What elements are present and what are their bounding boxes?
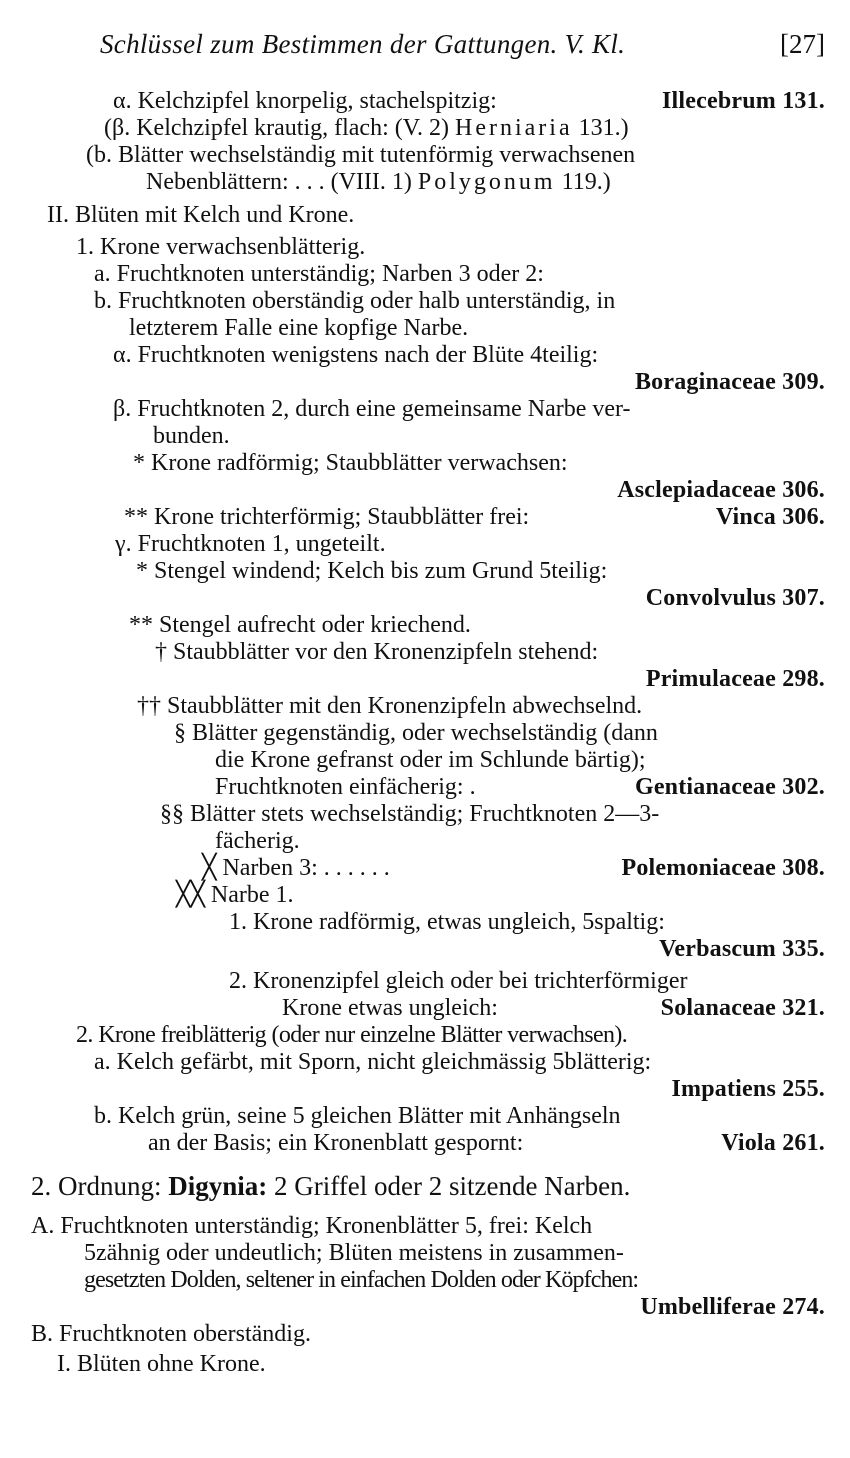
key-line [0,529,850,559]
genus-reference: Umbelliferae 274. [640,1294,825,1320]
key-text: a. Kelch gefärbt, mit Sporn, nicht gleichmässig 5blätterig: [94,1049,652,1075]
key-line [0,1101,850,1131]
key-text: fächerig. [215,828,300,854]
key-text: letzterem Falle eine kopfige Narbe. [129,315,469,341]
key-line [0,799,850,829]
key-line [0,718,850,748]
key-text: Krone etwas ungleich: [282,995,498,1021]
key-line [0,1074,850,1104]
key-line [0,200,850,230]
key-line [0,340,850,370]
key-line [0,1047,850,1077]
key-line [0,637,850,667]
genus-reference: Primulaceae 298. [645,666,825,692]
key-text: † Staubblätter vor den Kronenzipfeln stehend: [155,639,599,665]
key-text: § Blätter gegenständig, oder wechselständig (dann [174,720,658,746]
genus-reference: Verbascum 335. [659,936,825,962]
key-text: (β. Kelchzipfel krautig, flach: (V. 2) Herniaria 131.) [104,115,629,141]
key-text: ** Stengel aufrecht oder kriechend. [129,612,471,638]
genus-reference: Solanaceae 321. [660,995,825,1021]
key-text: ╳ Narben 3: . . . . . . [202,855,390,881]
key-line [0,286,850,316]
key-text: die Krone gefranst oder im Schlunde bärtig); [215,747,646,773]
key-line [0,1265,850,1295]
order-name: Digynia: [168,1171,268,1201]
order-heading [0,1169,850,1203]
key-text: 1. Krone verwachsenblätterig. [76,234,366,260]
genus-number: 119.) [561,169,611,195]
key-line [0,772,850,802]
key-line [0,167,850,197]
genus-number: 131.) [578,115,629,141]
key-text: §§ Blätter stets wechselständig; Fruchtknoten 2—3- [160,801,660,827]
key-text: an der Basis; ein Kronenblatt gespornt: [148,1130,524,1156]
key-line [0,502,850,532]
genus-reference: Illecebrum 131. [662,88,825,114]
key-line [0,86,850,116]
key-line [0,140,850,170]
genus-reference: Gentianaceae 302. [634,774,825,800]
genus-reference: Viola 261. [721,1130,825,1156]
key-line [0,1238,850,1268]
key-text: β. Fruchtknoten 2, durch eine gemeinsame Narbe ver- [113,396,631,422]
key-text: Nebenblättern: . . . (VIII. 1) Polygonum 119.) [146,169,611,195]
key-text: †† Staubblätter mit den Kronenzipfeln abwechselnd. [137,693,643,719]
genus-reference: Impatiens 255. [671,1076,825,1102]
genus-reference: Convolvulus 307. [645,585,825,611]
key-text: b. Kelch grün, seine 5 gleichen Blätter mit Anhängseln [94,1103,621,1129]
key-line [0,664,850,694]
page-header [100,24,825,64]
key-line [0,583,850,613]
key-text: A. Fruchtknoten unterständig; Kronenblätter 5, frei: Kelch [31,1213,593,1239]
genus-reference: Boraginaceae 309. [634,369,825,395]
key-text: * Stengel windend; Kelch bis zum Grund 5teilig: [136,558,608,584]
genus-name: Herniaria [454,115,573,141]
key-text: II. Blüten mit Kelch und Krone. [47,202,355,228]
key-text: α. Kelchzipfel knorpelig, stachelspitzig: [113,88,497,114]
key-line [0,1292,850,1322]
key-text: ╳╳ Narbe 1. [176,882,294,908]
key-line [0,394,850,424]
key-line [0,966,850,996]
key-line [0,232,850,262]
key-text: a. Fruchtknoten unterständig; Narben 3 oder 2: [94,261,544,287]
key-text: 1. Krone radförmig, etwas ungleich, 5spaltig: [229,909,665,935]
key-text: Fruchtknoten einfächerig: . [215,774,476,800]
key-text: gesetzten Dolden, seltener in einfachen Dolden oder Köpfchen: [84,1267,639,1293]
key-line [0,367,850,397]
genus-name: Polygonum [417,169,556,195]
key-line [0,826,850,856]
key-line [0,934,850,964]
key-text: γ. Fruchtknoten 1, ungeteilt. [115,531,386,557]
key-line [0,853,850,883]
key-line [0,113,850,143]
key-text: b. Fruchtknoten oberständig oder halb unterständig, in [94,288,616,314]
key-line [0,745,850,775]
key-text: 2. Krone freiblätterig (oder nur einzelne Blätter verwachsen). [76,1022,628,1048]
key-text: * Krone radförmig; Staubblätter verwachsen: [133,450,568,476]
key-line [0,1020,850,1050]
order-heading-text: 2. Ordnung: Digynia: 2 Griffel oder 2 sitzende Narben. [31,1171,631,1201]
key-text: I. Blüten ohne Krone. [57,1351,266,1377]
genus-reference: Vinca 306. [715,504,825,530]
key-text: ** Krone trichterförmig; Staubblätter frei: [124,504,530,530]
key-line [0,421,850,451]
key-line [0,1349,850,1379]
running-title: Schlüssel zum Bestimmen der Gattungen. V. Kl. [100,29,626,59]
key-line [0,610,850,640]
key-line [0,556,850,586]
key-text: bunden. [153,423,230,449]
key-line [0,1319,850,1349]
key-text: 5zähnig oder undeutlich; Blüten meistens in zusammen- [84,1240,624,1266]
key-line [0,448,850,478]
key-line [0,313,850,343]
genus-reference: Asclepiadaceae 306. [617,477,825,503]
key-line [0,259,850,289]
genus-reference: Polemoniaceae 308. [621,855,825,881]
key-line [0,1128,850,1158]
key-line [0,1211,850,1241]
key-text: 2. Kronenzipfel gleich oder bei trichterförmiger [229,968,688,994]
key-text: (b. Blätter wechselständig mit tutenförmig verwachsenen [86,142,636,168]
key-text: α. Fruchtknoten wenigstens nach der Blüte 4teilig: [113,342,599,368]
key-line [0,880,850,910]
key-line [0,475,850,505]
key-line [0,691,850,721]
key-line [0,907,850,937]
key-text: B. Fruchtknoten oberständig. [31,1321,311,1347]
key-line [0,993,850,1023]
page-number: [27] [780,29,825,59]
